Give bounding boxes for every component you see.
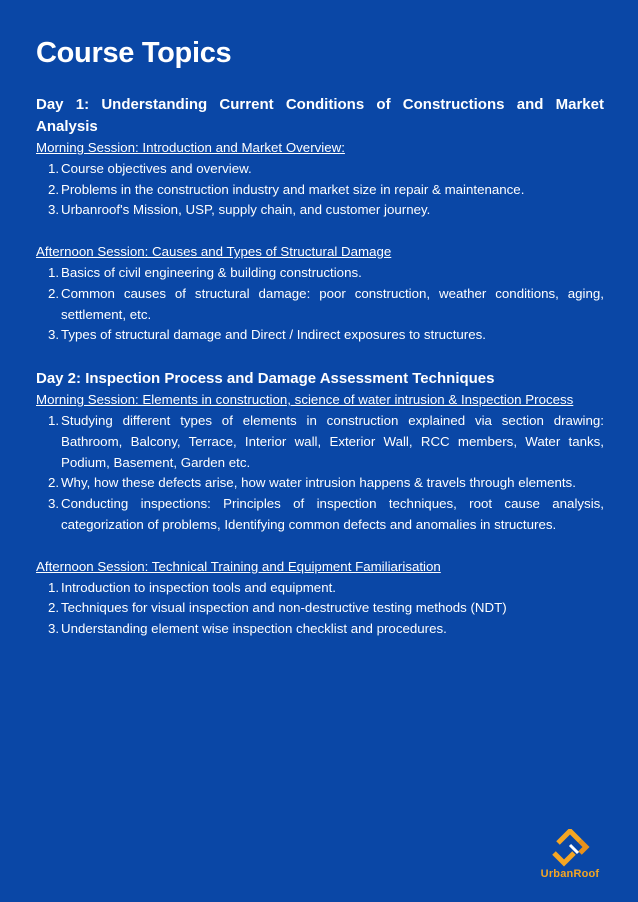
day1-morning-heading: Morning Session: Introduction and Market Overview: [36,140,345,155]
list-item: 2. Why, how these defects arise, how water intrusion happens & travels through elements. [48,475,576,491]
list-item: 1. Introduction to inspection tools and equipment. [48,579,336,595]
list-item: 2. Common causes of structural damage: poor construction, weather conditions, aging, settlement, etc. [48,285,604,322]
day2-afternoon-list [36,578,604,640]
day1-afternoon-heading: Afternoon Session: Causes and Types of Structural Damage [36,244,392,260]
day1-morning-list [36,159,604,221]
urbanroof-logo-icon [550,829,590,867]
list-item: 3. Conducting inspections: Principles of inspection techniques, root cause analysis, categorization of problems, Identifying common defects and anomalies in structures. [48,496,604,532]
day1-title: Day 1: Understanding Current Conditions of Constructions and Market Analysis [36,96,604,135]
list-item: 3. Types of structural damage and Direct / Indirect exposures to structures. [48,327,486,343]
day2-morning-heading: Morning Session: Elements in construction, science of water intrusion & Inspection Process [36,392,574,408]
day2-morning-list [36,411,604,536]
urbanroof-logo [537,829,603,889]
document-page [36,34,604,640]
day2-title: Day 2: Inspection Process and Damage Assessment Techniques [36,370,495,388]
list-item: 2. Problems in the construction industry and market size in repair & maintenance. [48,181,525,197]
list-item: 2. Techniques for visual inspection and non-destructive testing methods (NDT) [48,600,507,616]
day2-afternoon-heading: Afternoon Session: Technical Training and Equipment Familiarisation [36,558,441,574]
logo-text: UrbanRoof [540,868,600,880]
page-title: Course Topics [36,37,232,69]
day1-afternoon-list [36,263,604,346]
list-item: 3. Urbanroof's Mission, USP, supply chain, and customer journey. [48,202,431,218]
list-item: 3. Understanding element wise inspection checklist and procedures. [48,621,447,637]
list-item: 1. Basics of civil engineering & building constructions. [48,264,362,280]
list-item: 1. Studying different types of elements in construction explained via section drawing: Bathroom, Balcony, Terrace, Interior wall, Exterior Wall, RCC members, Water tanks, Podium, Basement, Garden etc. [48,412,604,470]
list-item: 1. Course objectives and overview. [48,160,252,176]
